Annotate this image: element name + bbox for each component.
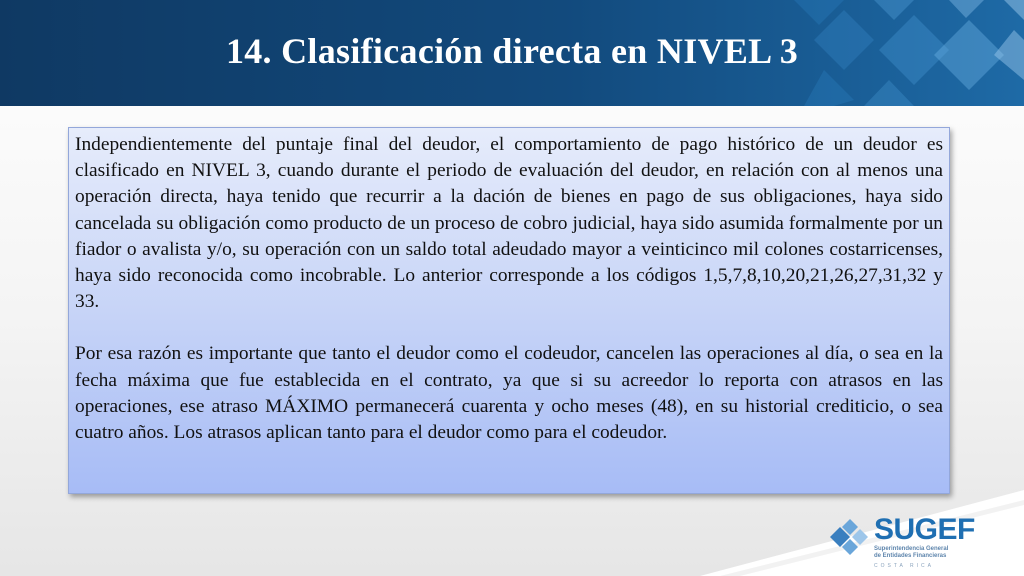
logo-subtitle-line2: de Entidades Financieras [874,553,947,559]
logo-name: SUGEF [874,513,975,546]
paragraph-payment-advice: Por esa razón es importante que tanto el deudor como el codeudor, cancelen las operaciones al día, o sea en la fecha máxima que fue establecida en el contrato, ya que si su acreedor lo reporta con atrasos en las operaciones, ese atraso MÁXIMO permanecerá cuarenta y ocho meses (48), en su historial crediticio, o sea cuatro años. Los atrasos aplican tanto para el deudor como para el codeudor. [75,343,943,444]
paragraph-nivel3-criteria: Independientemente del puntaje final del deudor, el comportamiento de pago histórico de un deudor es clasificado en NIVEL 3, cuando durante el periodo de evaluación del deudor, en relación con al menos una operación directa, haya tenido que recurrir a la dación de bienes en pago de sus obligaciones, haya sido cancelada su obligación como producto de un proceso de cobro judicial, haya sido asumida formalmente por un fiador o avalista y/o, su operación con un saldo total adeudado mayor a veinticinco mil colones costarricenses, haya sido reconocida como incobrable. Lo anterior corresponde a los códigos 1,5,7,8,10,20,21,26,27,31,32 y 33. [75,134,943,313]
sugef-logo-icon [826,515,872,561]
sugef-logo [826,511,1016,571]
slide-title: 14. Clasificación directa en NIVEL 3 [225,31,799,71]
logo-subtitle [874,546,1014,560]
logo-country: COSTA RICA [874,563,934,569]
content-box [68,127,950,494]
logo-subtitle-line1: Superintendencia General [874,546,949,552]
